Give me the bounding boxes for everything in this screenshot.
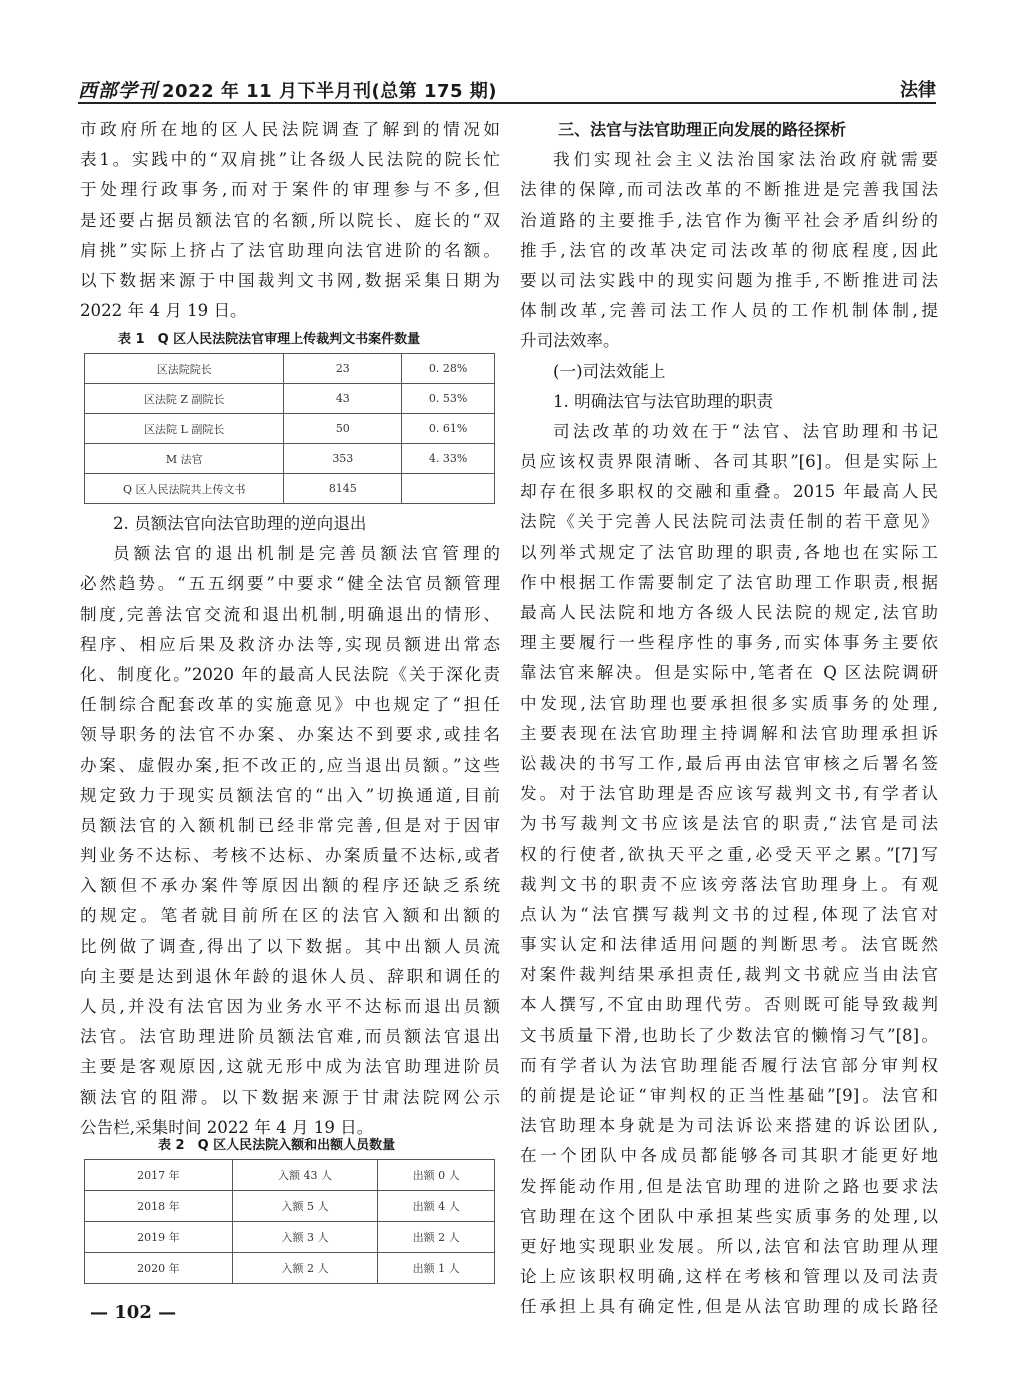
- left-column-top: [80, 115, 500, 326]
- text-line: 在一个团队中各成员都能够各司其职才能更好地: [520, 1146, 938, 1166]
- text-line: 2022 年 4 月 19 日。: [80, 301, 247, 321]
- text-line: 任承担上具有确定性,但是从法官助理的成长路径: [520, 1297, 938, 1317]
- table2-caption: 表 2 Q 区人民法院入额和出额人员数量: [158, 1138, 396, 1153]
- text-line: 事实认定和法律适用问题的判断思考。法官既然: [520, 935, 938, 955]
- journal-logo: 西部学刊: [78, 80, 159, 102]
- table1: [84, 353, 495, 504]
- table-row: [85, 474, 495, 504]
- text-line: 作中根据工作需要制定了法官助理工作职责,根据: [520, 572, 938, 592]
- table-cell: 入额 43 人: [232, 1160, 378, 1191]
- header-rule: [78, 102, 936, 104]
- table-cell: 区法院院长: [85, 354, 284, 384]
- text-line: 权的行使者,欲执天平之重,必受天平之累。”[7]写: [520, 844, 938, 864]
- right-column: [520, 115, 938, 1323]
- text-line: 体制改革,完善司法工作人员的工作机制体制,提: [520, 301, 938, 321]
- text-line: 却存在很多职权的交融和重叠。2015 年最高人民: [520, 482, 938, 502]
- text-line: 为书写裁判文书应该是法官的职责,“法官是司法: [520, 814, 938, 834]
- text-line: 以列举式规定了法官助理的职责,各地也在实际工: [520, 542, 938, 562]
- table-row: [85, 1160, 495, 1191]
- text-line: 理主要履行一些程序性的事务,而实体事务主要依: [520, 633, 938, 653]
- subsection-heading: 1. 明确法官与法官助理的职责: [553, 391, 774, 411]
- text-line: 法律的保障,而司法改革的不断推进是完善我国法: [520, 180, 938, 200]
- text-line: 更好地实现职业发展。所以,法官和法官助理从理: [520, 1236, 938, 1256]
- left-column-middle: [80, 509, 500, 1143]
- table-cell: Q 区人民法院共上传文书: [85, 474, 284, 504]
- table-cell: 0. 28%: [402, 354, 495, 384]
- text-line: 规定致力于现实员额法官的“出入”切换通道,目前: [80, 785, 500, 805]
- text-line: 制度,完善法官交流和退出机制,明确退出的情形、: [80, 604, 500, 624]
- text-line: 程序、相应后果及救济办法等,实现员额进出常态: [80, 634, 500, 654]
- table-cell: 出额 4 人: [378, 1191, 495, 1222]
- text-line: 额法官的阻滞。以下数据来源于甘肃法院网公示: [80, 1087, 500, 1107]
- table-row: [85, 1191, 495, 1222]
- text-line: 的前提是论证“审判权的正当性基础”[9]。法官和: [520, 1086, 938, 1105]
- table-cell: 50: [284, 414, 402, 444]
- table-cell: 23: [284, 354, 402, 384]
- table-cell: 2018 年: [85, 1191, 233, 1222]
- table-row: [85, 1253, 495, 1284]
- text-line: 发。对于法官助理是否应该写裁判文书,有学者认: [520, 784, 938, 804]
- text-line: 本人撰写,不宜由助理代劳。否则既可能导致裁判: [520, 995, 938, 1015]
- text-line: 法官助理本身就是为司法诉讼来搭建的诉讼团队,: [520, 1116, 938, 1136]
- running-header: [78, 70, 936, 104]
- text-line: 员额法官的入额机制已经非常完善,但是对于因审: [80, 815, 500, 835]
- table-cell: 2019 年: [85, 1222, 233, 1253]
- table-cell: 4. 33%: [402, 444, 495, 474]
- subsection-heading: (一)司法效能上: [553, 361, 666, 381]
- table-cell: 入额 2 人: [232, 1253, 378, 1284]
- table-cell: 0. 61%: [402, 414, 495, 444]
- text-line: 法院《关于完善人民法院司法责任制的若干意见》: [520, 512, 938, 532]
- text-line: 向主要是达到退休年龄的退休人员、辞职和调任的: [80, 966, 500, 986]
- text-line: 文书质量下滑,也助长了少数法官的懒惰习气”[8]。: [520, 1025, 938, 1045]
- text-line: 司法改革的功效在于“法官、法官助理和书记: [553, 421, 938, 441]
- text-line: 肩挑”实际上挤占了法官助理向法官进阶的名额。: [80, 240, 500, 260]
- section-heading: 2. 员额法官向法官助理的逆向退出: [113, 514, 367, 533]
- text-line: 治道路的主要推手,法官作为衡平社会矛盾纠纷的: [520, 210, 938, 230]
- text-line: 公告栏,采集时间 2022 年 4 月 19 日。: [80, 1117, 374, 1137]
- text-line: 是还要占据员额法官的名额,所以院长、庭长的“双: [80, 210, 500, 230]
- table-cell: [402, 474, 495, 504]
- table-cell: 2020 年: [85, 1253, 233, 1284]
- table-cell: 区法院 Z 副院长: [85, 384, 284, 414]
- table-cell: 入额 3 人: [232, 1222, 378, 1253]
- text-line: 主要是客观原因,这就无形中成为法官助理进阶员: [80, 1057, 500, 1077]
- text-line: 裁判文书的职责不应该旁落法官助理身上。有观: [520, 874, 938, 894]
- text-line: 必然趋势。“五五纲要”中要求“健全法官员额管理: [80, 574, 500, 594]
- text-line: 领导职务的法官不办案、办案达不到要求,或挂名: [80, 725, 500, 745]
- text-line: 员额法官的退出机制是完善员额法官管理的: [113, 544, 500, 564]
- text-line: 主要表现在法官助理主持调解和法官助理承担诉: [520, 723, 938, 743]
- section-heading: 三、法官与法官助理正向发展的路径探析: [558, 120, 847, 139]
- table-cell: 2017 年: [85, 1160, 233, 1191]
- table-cell: 0. 53%: [402, 384, 495, 414]
- text-line: 要以司法实践中的现实问题为推手,不断推进司法: [520, 270, 938, 290]
- text-line: 于处理行政事务,而对于案件的审理参与不多,但: [80, 180, 500, 200]
- text-line: 最高人民法院和地方各级人民法院的规定,法官助: [520, 603, 938, 622]
- text-line: 人员,并没有法官因为业务水平不达标而退出员额: [80, 997, 500, 1016]
- table2: [84, 1159, 495, 1284]
- text-line: 办案、虚假办案,拒不改正的,应当退出员额。”这些: [80, 755, 500, 775]
- table-row: [85, 1222, 495, 1253]
- text-line: 入额但不承办案件等原因出额的程序还缺乏系统: [80, 876, 500, 896]
- text-line: 推手,法官的改革决定司法改革的彻底程度,因此: [520, 240, 938, 260]
- text-line: 以下数据来源于中国裁判文书网,数据采集日期为: [80, 270, 500, 290]
- text-line: 法官。法官助理进阶员额法官难,而员额法官退出: [80, 1027, 500, 1047]
- text-line: 化、制度化。”2020 年的最高人民法院《关于深化责: [80, 664, 500, 684]
- page-number: — 102 —: [90, 1302, 177, 1323]
- text-line: 表1。实践中的“双肩挑”让各级人民法院的院长忙: [80, 150, 500, 170]
- issue-label: 2022 年 11 月下半月刊(总第 175 期): [162, 81, 498, 102]
- text-line: 靠法官来解决。但是实际中,笔者在 Q 区法院调研: [520, 663, 938, 683]
- table-cell: 入额 5 人: [232, 1191, 378, 1222]
- text-line: 市政府所在地的区人民法院调查了解到的情况如: [80, 120, 500, 139]
- table-cell: 353: [284, 444, 402, 474]
- text-line: 员应该权责界限清晰、各司其职”[6]。但是实际上: [520, 452, 938, 472]
- table-cell: 出额 0 人: [378, 1160, 495, 1191]
- table-cell: 出额 2 人: [378, 1222, 495, 1253]
- text-line: 讼裁决的书写工作,最后再由法官审核之后署名签: [520, 753, 938, 773]
- text-line: 中发现,法官助理也要承担很多实质事务的处理,: [520, 693, 938, 713]
- text-line: 而有学者认为法官助理能否履行法官部分审判权: [520, 1055, 938, 1075]
- text-line: 升司法效率。: [520, 331, 620, 351]
- text-line: 论上应该职权明确,这样在考核和管理以及司法责: [520, 1267, 938, 1287]
- table1-caption: 表 1 Q 区人民法院法官审理上传裁判文书案件数量: [118, 332, 421, 347]
- section-label: 法律: [900, 80, 936, 101]
- text-line: 判业务不达标、考核不达标、办案质量不达标,或者: [80, 846, 500, 866]
- table-row: [85, 414, 495, 444]
- table-cell: 43: [284, 384, 402, 414]
- text-line: 对案件裁判结果承担责任,裁判文书就应当由法官: [520, 965, 938, 985]
- table-cell: 出额 1 人: [378, 1253, 495, 1284]
- table-row: [85, 384, 495, 414]
- table-cell: M 法官: [85, 444, 284, 474]
- table-cell: 8145: [284, 474, 402, 504]
- text-line: 比例做了调查,得出了以下数据。其中出额人员流: [80, 936, 500, 956]
- table-row: [85, 354, 495, 384]
- text-line: 任制综合配套改革的实施意见》中也规定了“担任: [80, 695, 500, 715]
- table-cell: 区法院 L 副院长: [85, 414, 284, 444]
- text-line: 点认为“法官撰写裁判文书的过程,体现了法官对: [520, 904, 938, 924]
- text-line: 官助理在这个团队中承担某些实质事务的处理,以: [520, 1206, 938, 1226]
- text-line: 发挥能动作用,但是法官助理的进阶之路也要求法: [520, 1176, 938, 1196]
- text-line: 我们实现社会主义法治国家法治政府就需要: [553, 150, 938, 170]
- journal-info: [78, 76, 497, 103]
- table-row: [85, 444, 495, 474]
- text-line: 的规定。笔者就目前所在区的法官入额和出额的: [80, 906, 500, 926]
